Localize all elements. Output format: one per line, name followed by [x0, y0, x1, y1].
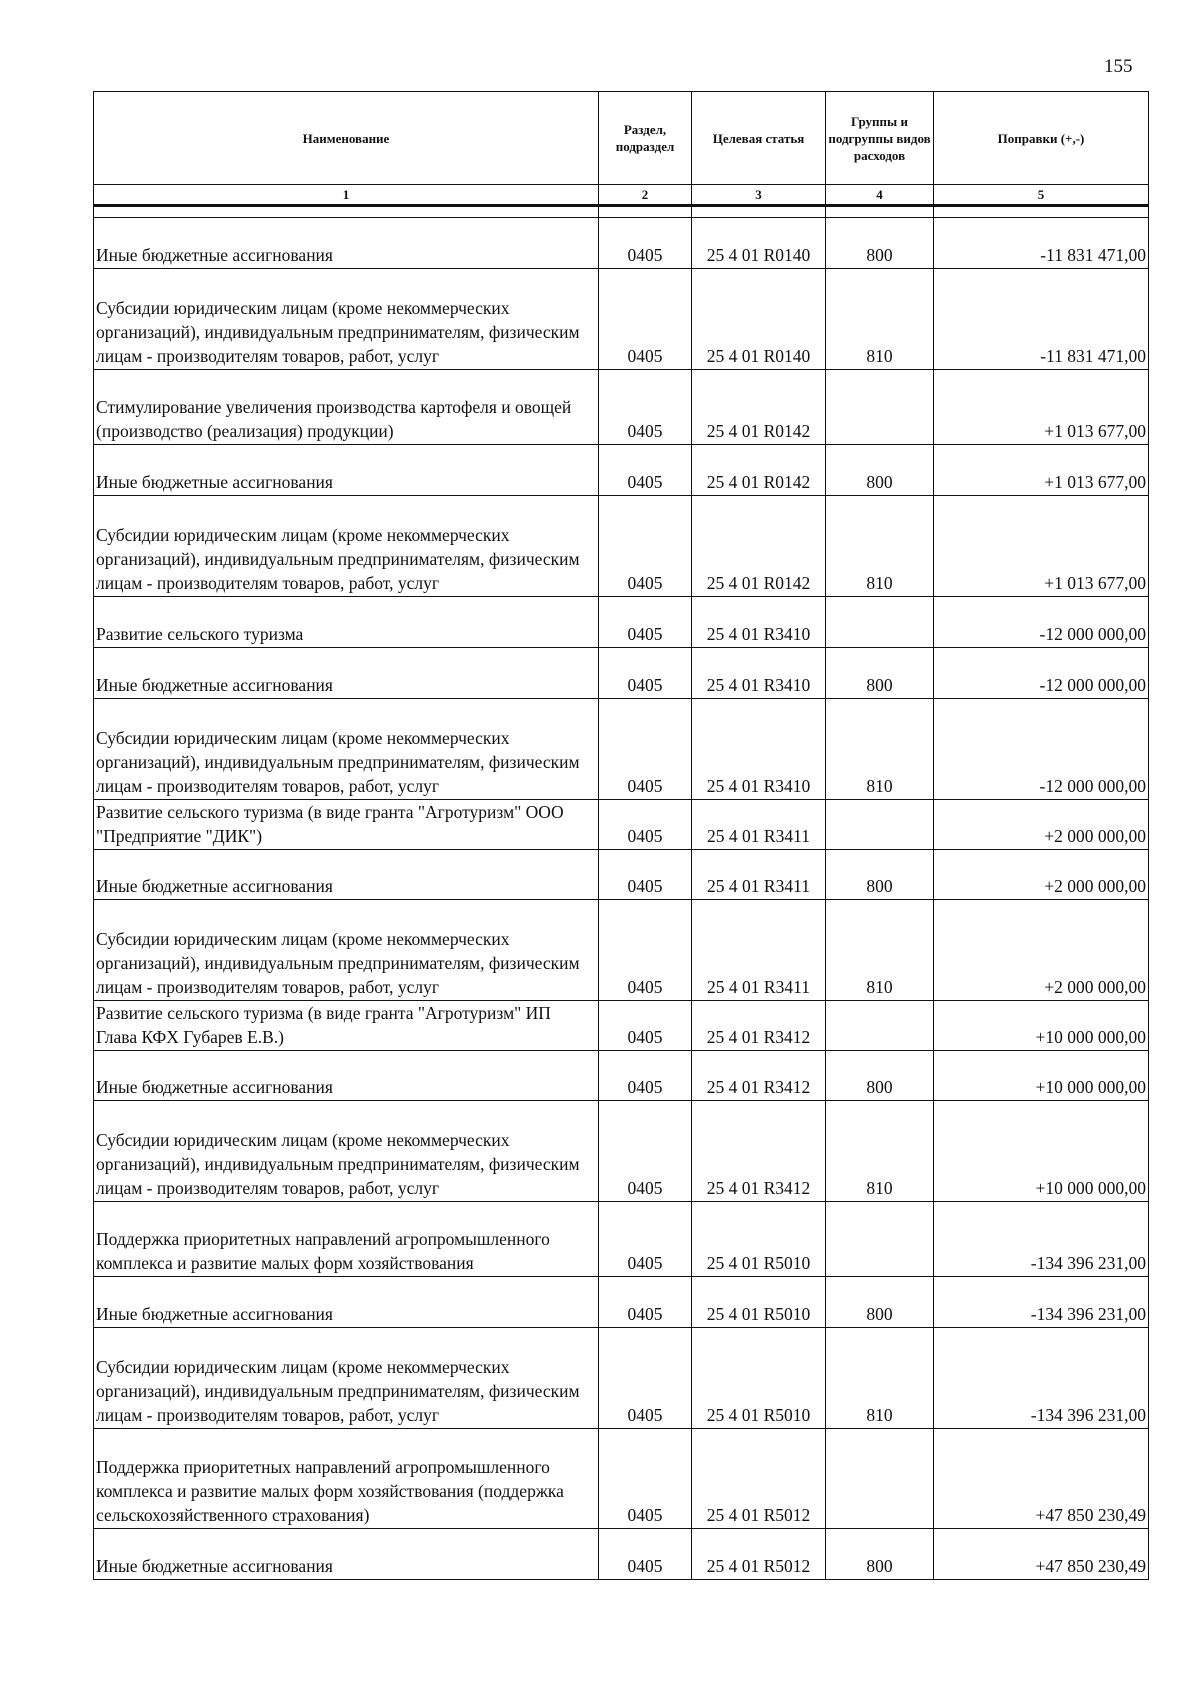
row-expense-group	[826, 800, 934, 850]
table-row	[94, 597, 1149, 648]
row-section: 0405	[599, 597, 692, 648]
row-target-article: 25 4 01 R3411	[692, 800, 826, 850]
row-expense-group: 810	[826, 496, 934, 597]
row-amount: +2 000 000,00	[934, 900, 1149, 1001]
row-section: 0405	[599, 800, 692, 850]
table-row	[94, 1529, 1149, 1580]
table-row	[94, 269, 1149, 370]
spacer-row	[94, 206, 1149, 218]
row-target-article: 25 4 01 R3412	[692, 1101, 826, 1202]
row-amount: +10 000 000,00	[934, 1001, 1149, 1051]
table-row	[94, 850, 1149, 900]
row-section: 0405	[599, 496, 692, 597]
header-name: Наименование	[94, 92, 599, 185]
row-name: Стимулирование увеличения производства картофеля и овощей (производство (реализация) продукции)	[94, 370, 599, 445]
row-target-article: 25 4 01 R3410	[692, 597, 826, 648]
row-target-article: 25 4 01 R3412	[692, 1051, 826, 1101]
row-name: Субсидии юридическим лицам (кроме некоммерческих организаций), индивидуальным предпринимателям, физическим лицам - производителям товаров, работ, услуг	[94, 1101, 599, 1202]
header-amount: Поправки (+,-)	[934, 92, 1149, 185]
row-expense-group	[826, 1001, 934, 1051]
row-name: Субсидии юридическим лицам (кроме некоммерческих организаций), индивидуальным предпринимателям, физическим лицам - производителям товаров, работ, услуг	[94, 269, 599, 370]
row-section: 0405	[599, 900, 692, 1001]
row-target-article: 25 4 01 R0140	[692, 269, 826, 370]
row-target-article: 25 4 01 R5012	[692, 1429, 826, 1529]
row-amount: +2 000 000,00	[934, 850, 1149, 900]
header-row	[94, 92, 1149, 185]
row-name: Развитие сельского туризма (в виде гранта "Агротуризм" ИП Глава КФХ Губарев Е.В.)	[94, 1001, 599, 1051]
table-row	[94, 1277, 1149, 1328]
row-section: 0405	[599, 1051, 692, 1101]
table-row	[94, 1328, 1149, 1429]
row-section: 0405	[599, 445, 692, 496]
table-row	[94, 648, 1149, 699]
row-expense-group: 810	[826, 699, 934, 800]
row-name: Субсидии юридическим лицам (кроме некоммерческих организаций), индивидуальным предпринимателям, физическим лицам - производителям товаров, работ, услуг	[94, 900, 599, 1001]
table-row	[94, 370, 1149, 445]
column-number: 4	[826, 185, 934, 206]
table-row	[94, 1101, 1149, 1202]
row-target-article: 25 4 01 R5012	[692, 1529, 826, 1580]
row-amount: +2 000 000,00	[934, 800, 1149, 850]
row-amount: -134 396 231,00	[934, 1202, 1149, 1277]
row-expense-group: 800	[826, 1277, 934, 1328]
row-amount: -12 000 000,00	[934, 699, 1149, 800]
header-target: Целевая статья	[692, 92, 826, 185]
row-expense-group: 800	[826, 1051, 934, 1101]
row-target-article: 25 4 01 R3410	[692, 699, 826, 800]
row-target-article: 25 4 01 R0142	[692, 496, 826, 597]
row-amount: +10 000 000,00	[934, 1051, 1149, 1101]
row-amount: +1 013 677,00	[934, 496, 1149, 597]
table-row	[94, 445, 1149, 496]
row-amount: -134 396 231,00	[934, 1277, 1149, 1328]
row-name: Иные бюджетные ассигнования	[94, 1277, 599, 1328]
column-number: 1	[94, 185, 599, 206]
row-name: Поддержка приоритетных направлений агропромышленного комплекса и развитие малых форм хозяйствования	[94, 1202, 599, 1277]
row-expense-group	[826, 1202, 934, 1277]
row-amount: -11 831 471,00	[934, 218, 1149, 269]
row-expense-group: 810	[826, 900, 934, 1001]
row-section: 0405	[599, 218, 692, 269]
row-name: Субсидии юридическим лицам (кроме некоммерческих организаций), индивидуальным предпринимателям, физическим лицам - производителям товаров, работ, услуг	[94, 1328, 599, 1429]
row-target-article: 25 4 01 R5010	[692, 1202, 826, 1277]
table-row	[94, 1001, 1149, 1051]
row-target-article: 25 4 01 R5010	[692, 1328, 826, 1429]
row-section: 0405	[599, 1277, 692, 1328]
row-target-article: 25 4 01 R3410	[692, 648, 826, 699]
row-name: Развитие сельского туризма (в виде гранта "Агротуризм" ООО "Предприятие "ДИК")	[94, 800, 599, 850]
row-expense-group	[826, 370, 934, 445]
table-row	[94, 699, 1149, 800]
page-number: 155	[1104, 56, 1133, 77]
row-section: 0405	[599, 1529, 692, 1580]
row-amount: +10 000 000,00	[934, 1101, 1149, 1202]
header-section: Раздел, подраздел	[599, 92, 692, 185]
row-expense-group: 800	[826, 445, 934, 496]
row-expense-group	[826, 1429, 934, 1529]
row-name: Субсидии юридическим лицам (кроме некоммерческих организаций), индивидуальным предпринимателям, физическим лицам - производителям товаров, работ, услуг	[94, 699, 599, 800]
row-name: Иные бюджетные ассигнования	[94, 445, 599, 496]
row-amount: -134 396 231,00	[934, 1328, 1149, 1429]
row-expense-group: 810	[826, 1328, 934, 1429]
row-section: 0405	[599, 699, 692, 800]
row-target-article: 25 4 01 R0142	[692, 370, 826, 445]
header-groups: Группы и подгруппы видов расходов	[826, 92, 934, 185]
column-number: 5	[934, 185, 1149, 206]
row-name: Иные бюджетные ассигнования	[94, 1529, 599, 1580]
column-number: 3	[692, 185, 826, 206]
table-row	[94, 1051, 1149, 1101]
table-row	[94, 496, 1149, 597]
row-target-article: 25 4 01 R5010	[692, 1277, 826, 1328]
row-target-article: 25 4 01 R3411	[692, 850, 826, 900]
column-number: 2	[599, 185, 692, 206]
table-row	[94, 218, 1149, 269]
row-section: 0405	[599, 648, 692, 699]
row-expense-group: 800	[826, 218, 934, 269]
row-expense-group: 810	[826, 1101, 934, 1202]
row-section: 0405	[599, 1328, 692, 1429]
row-section: 0405	[599, 1202, 692, 1277]
row-amount: +47 850 230,49	[934, 1529, 1149, 1580]
row-amount: -12 000 000,00	[934, 648, 1149, 699]
table-row	[94, 1429, 1149, 1529]
row-expense-group: 800	[826, 1529, 934, 1580]
row-name: Субсидии юридическим лицам (кроме некоммерческих организаций), индивидуальным предпринимателям, физическим лицам - производителям товаров, работ, услуг	[94, 496, 599, 597]
row-amount: +1 013 677,00	[934, 445, 1149, 496]
row-target-article: 25 4 01 R0140	[692, 218, 826, 269]
row-section: 0405	[599, 269, 692, 370]
table-row	[94, 1202, 1149, 1277]
row-expense-group: 800	[826, 850, 934, 900]
row-section: 0405	[599, 1101, 692, 1202]
row-expense-group: 800	[826, 648, 934, 699]
row-target-article: 25 4 01 R3411	[692, 900, 826, 1001]
row-name: Иные бюджетные ассигнования	[94, 648, 599, 699]
table-row	[94, 800, 1149, 850]
row-section: 0405	[599, 370, 692, 445]
table-body	[94, 206, 1149, 1580]
column-numbers-row	[94, 185, 1149, 206]
row-target-article: 25 4 01 R3412	[692, 1001, 826, 1051]
row-expense-group	[826, 597, 934, 648]
row-target-article: 25 4 01 R0142	[692, 445, 826, 496]
row-expense-group: 810	[826, 269, 934, 370]
row-name: Иные бюджетные ассигнования	[94, 1051, 599, 1101]
row-name: Развитие сельского туризма	[94, 597, 599, 648]
row-section: 0405	[599, 1001, 692, 1051]
row-amount: +47 850 230,49	[934, 1429, 1149, 1529]
budget-table	[93, 91, 1149, 1580]
row-amount: -12 000 000,00	[934, 597, 1149, 648]
row-section: 0405	[599, 1429, 692, 1529]
table-row	[94, 900, 1149, 1001]
row-amount: -11 831 471,00	[934, 269, 1149, 370]
row-name: Иные бюджетные ассигнования	[94, 850, 599, 900]
row-name: Поддержка приоритетных направлений агропромышленного комплекса и развитие малых форм хозяйствования (поддержка сельскохозяйственного страхования)	[94, 1429, 599, 1529]
row-section: 0405	[599, 850, 692, 900]
row-name: Иные бюджетные ассигнования	[94, 218, 599, 269]
row-amount: +1 013 677,00	[934, 370, 1149, 445]
